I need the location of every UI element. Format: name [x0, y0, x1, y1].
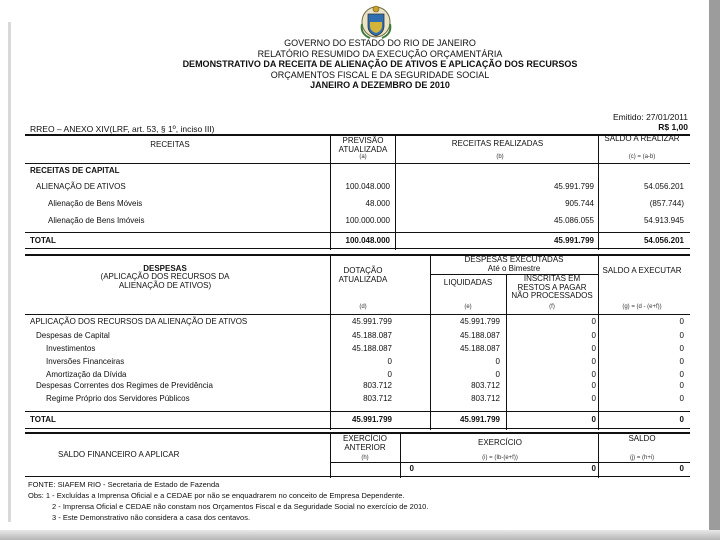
despesas-header-rule: [25, 314, 690, 315]
despesa-row-saldo: 0: [679, 394, 684, 403]
header-line-period: JANEIRO A DEZEMBRO DE 2010: [310, 80, 450, 90]
receita-row-saldo: 54.056.201: [643, 182, 684, 191]
bottom-frame-edge: [0, 530, 720, 540]
col-saldo-executar-code: (g) = (d - (e+f)): [622, 304, 662, 310]
despesa-row-dotacao: 45.991.799: [351, 317, 392, 326]
col-despesas-sub: (APLICAÇÃO DOS RECURSOS DA ALIENAÇÃO DE ATIVOS): [100, 272, 230, 290]
receita-row-label: Alienação de Bens Imóveis: [48, 216, 145, 225]
receita-row-previsao: 100.000.000: [345, 216, 390, 225]
issue-date: Emitido: 27/01/2011: [613, 112, 688, 122]
despesa-row-label: Regime Próprio dos Servidores Públicos: [46, 394, 190, 403]
col-executadas-sub: Até o Bimestre: [487, 264, 541, 273]
col-ex-anterior-code: (h): [361, 455, 369, 461]
col-saldo-executar-header: SALDO A EXECUTAR: [602, 266, 682, 275]
despesa-row-liquidadas: 803.712: [471, 394, 500, 403]
footer-note-1: Obs: 1 - Excluídas a Imprensa Oficial e a CEDAE por não se enquadrarem no conceito de Empresa Dependente.: [28, 491, 405, 500]
col-receitas-header: RECEITAS: [150, 140, 190, 149]
despesa-row-inscritas: 0: [591, 331, 596, 340]
col-inscritas-code: (f): [549, 304, 555, 310]
despesa-row-label: APLICAÇÃO DOS RECURSOS DA ALIENAÇÃO DE ATIVOS: [30, 317, 248, 326]
despesas-divider-1: [330, 254, 331, 430]
receita-row-saldo: 54.913.945: [643, 216, 684, 225]
despesa-row-inscritas: 0: [591, 357, 596, 366]
col-dotacao-header: DOTAÇÃO ATUALIZADA: [338, 266, 388, 284]
col-inscritas-header: INSCRITAS EM RESTOS A PAGAR NÃO PROCESSADOS: [511, 274, 593, 300]
despesa-row-saldo: 0: [679, 370, 684, 379]
despesa-row-liquidadas: 45.188.087: [459, 344, 500, 353]
despesa-row-liquidadas: 45.188.087: [459, 331, 500, 340]
saldo-final-value: 0: [679, 464, 684, 473]
col-saldo-code: (c) = (a-b): [628, 154, 656, 160]
footer-source: FONTE: SIAFEM RIO - Secretaria de Estado de Fazenda: [28, 480, 220, 489]
receitas-total-saldo: 54.056.201: [643, 236, 684, 245]
despesa-row-label: Despesas Correntes dos Regimes de Previdência: [36, 381, 213, 390]
despesa-row-liquidadas: 0: [495, 357, 500, 366]
despesa-row-saldo: 0: [679, 317, 684, 326]
col-saldo-final-code: (j) = (h+i): [629, 455, 655, 461]
despesas-bottom-rule: [25, 428, 690, 429]
receita-row-label: ALIENAÇÃO DE ATIVOS: [36, 182, 126, 191]
despesas-total-dotacao: 45.991.799: [351, 415, 392, 424]
despesa-row-saldo: 0: [679, 344, 684, 353]
despesa-row-saldo: 0: [679, 357, 684, 366]
receitas-total-rule: [25, 232, 690, 233]
saldo-ex-anterior-value: 0: [409, 464, 414, 473]
despesa-row-label: Amortização da Dívida: [46, 370, 127, 379]
footer-note-3: 3 - Este Demonstrativo não considera a casa dos centavos.: [52, 513, 251, 522]
despesa-row-saldo: 0: [679, 331, 684, 340]
receitas-bottom-rule: [25, 248, 690, 249]
despesa-row-inscritas: 0: [591, 381, 596, 390]
despesa-row-dotacao: 0: [387, 370, 392, 379]
despesa-row-liquidadas: 803.712: [471, 381, 500, 390]
footer-note-2: 2 - Imprensa Oficial e CEDAE não constam nos Orçamentos Fiscal e da Seguridade Social no exercício de 2010.: [52, 502, 429, 511]
col-ex-anterior-header: EXERCÍCIO ANTERIOR: [342, 434, 387, 452]
saldo-exercicio-value: 0: [591, 464, 596, 473]
saldo-bottom-rule: [25, 476, 690, 477]
saldo-financeiro-label: SALDO FINANCEIRO A APLICAR: [58, 450, 180, 459]
despesa-row-inscritas: 0: [591, 317, 596, 326]
receita-row-saldo: (857.744): [649, 199, 684, 208]
receita-row-realizadas: 45.086.055: [553, 216, 594, 225]
despesa-row-label: Investimentos: [46, 344, 96, 353]
despesas-divider-2: [430, 254, 431, 430]
receita-row-previsao: 100.048.000: [345, 182, 390, 191]
report-header: [150, 38, 610, 91]
col-previsao-header: PREVISÃO ATUALIZADA: [338, 136, 388, 154]
receitas-header-rule: [25, 163, 690, 164]
issue-meta: [613, 112, 688, 132]
col-realizadas-code: (b): [496, 154, 504, 160]
despesa-row-liquidadas: 45.991.799: [459, 317, 500, 326]
col-liquidadas-header: LIQUIDADAS: [443, 278, 493, 287]
despesa-row-dotacao: 803.712: [363, 381, 392, 390]
despesa-row-dotacao: 45.188.087: [351, 331, 392, 340]
col-exercicio-header: EXERCÍCIO: [477, 438, 522, 447]
col-dotacao-code: (d): [359, 304, 367, 310]
col-saldo-final-header: SALDO: [628, 434, 656, 443]
despesa-row-inscritas: 0: [591, 394, 596, 403]
despesa-row-liquidadas: 0: [495, 370, 500, 379]
despesas-total-inscritas: 0: [591, 415, 596, 424]
state-crest-icon: [358, 2, 394, 42]
despesa-row-inscritas: 0: [591, 344, 596, 353]
header-line-government: GOVERNO DO ESTADO DO RIO DE JANEIRO: [284, 38, 476, 48]
despesas-total-label: TOTAL: [30, 415, 56, 424]
despesa-row-dotacao: 0: [387, 357, 392, 366]
despesa-row-label: Inversões Financeiras: [46, 357, 125, 366]
receitas-total-label: TOTAL: [30, 236, 56, 245]
receitas-section-label: RECEITAS DE CAPITAL: [30, 166, 120, 175]
despesas-total-rule: [25, 411, 690, 412]
left-frame-line: [8, 22, 11, 522]
receita-row-realizadas: 905.744: [565, 199, 594, 208]
despesas-divider-4: [598, 254, 599, 430]
receitas-total-realizadas: 45.991.799: [553, 236, 594, 245]
right-frame-edge: [709, 0, 720, 540]
receita-row-label: Alienação de Bens Móveis: [48, 199, 143, 208]
col-executadas-header: DESPESAS EXECUTADAS: [464, 255, 564, 264]
col-liquidadas-code: (e): [464, 304, 472, 310]
header-line-report: RELATÓRIO RESUMIDO DA EXECUÇÃO ORÇAMENTÁRIA: [257, 48, 503, 59]
saldo-values-rule: [330, 462, 690, 463]
receita-row-realizadas: 45.991.799: [553, 182, 594, 191]
header-line-budgets: ORÇAMENTOS FISCAL E DA SEGURIDADE SOCIAL: [270, 69, 490, 80]
receitas-total-previsao: 100.048.000: [345, 236, 390, 245]
col-realizadas-header: RECEITAS REALIZADAS: [451, 139, 544, 148]
col-previsao-code: (a): [359, 154, 367, 160]
despesa-row-saldo: 0: [679, 381, 684, 390]
currency-unit: R$ 1,00: [658, 122, 688, 132]
despesas-total-liquidadas: 45.991.799: [459, 415, 500, 424]
col-despesas-header: DESPESAS: [143, 264, 187, 273]
despesa-row-label: Despesas de Capital: [36, 331, 110, 340]
legal-reference: RREO – ANEXO XIV(LRF, art. 53, § 1º, inciso III): [30, 124, 215, 134]
col-saldo-header: SALDO A REALIZAR: [604, 134, 680, 143]
receita-row-previsao: 48.000: [365, 199, 390, 208]
despesa-row-inscritas: 0: [591, 370, 596, 379]
header-line-title: DEMONSTRATIVO DA RECEITA DE ALIENAÇÃO DE ATIVOS E APLICAÇÃO DOS RECURSOS: [182, 59, 578, 69]
col-exercicio-code: (i) = (Ib-(e+f)): [482, 455, 518, 461]
despesa-row-dotacao: 45.188.087: [351, 344, 392, 353]
despesa-row-dotacao: 803.712: [363, 394, 392, 403]
despesas-total-saldo: 0: [679, 415, 684, 424]
